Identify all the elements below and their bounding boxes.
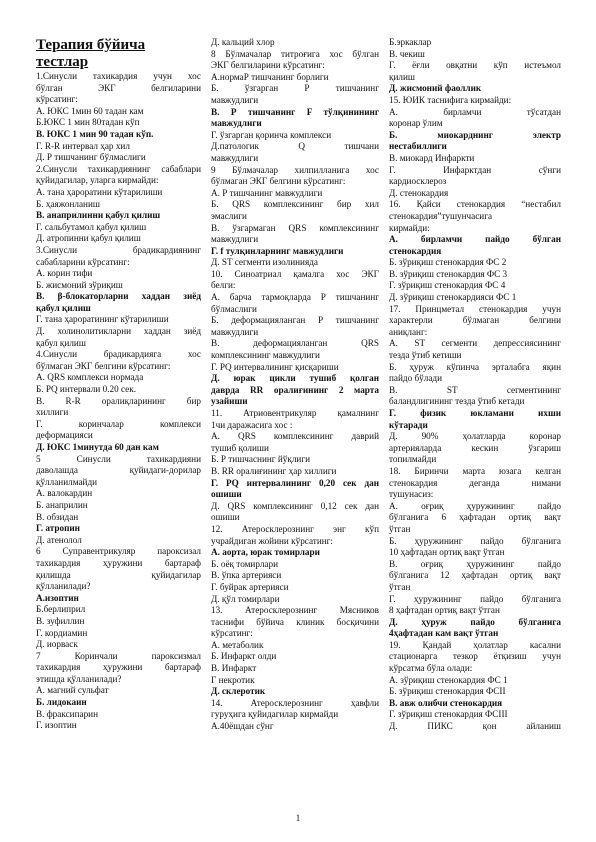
text-line: мавжудлиги	[211, 118, 262, 129]
text-line: Г. зўриқиш стенокардия ФСIII	[389, 709, 508, 720]
text-line: Д. юрак цикли тушиб қолган	[211, 373, 379, 384]
text-line: Г. PQ интервалининг қисқариши	[211, 361, 339, 372]
text-line: кардиосклероз	[389, 176, 447, 187]
text-line: Б. PQ интервали 0.20 сек.	[36, 384, 137, 395]
text-line: В. миокард Инфаркти	[389, 152, 475, 163]
text-line: Б. ҳаяжонланиш	[36, 198, 100, 209]
text-line: Б. Инфаркт олди	[211, 651, 277, 662]
text-line: артерияларда кескин ўзгариш	[389, 442, 561, 453]
text-line: 10 ҳафтадан ортиқ вақт ўтган	[389, 547, 505, 558]
text-line: аниқланг:	[389, 326, 428, 337]
text-line: Б. лидокаин	[36, 697, 87, 708]
text-line: қилиш	[389, 71, 415, 82]
text-line: кўрсатинг:	[36, 94, 78, 105]
text-line: комплексининг мавжудлиги	[211, 350, 320, 361]
text-line: Д. атропинни қабул қилиш	[36, 233, 141, 244]
text-line: этишда қўлланилади?	[36, 673, 122, 684]
text-line: 2.Синусли тахикардиянинг сабаблари	[36, 163, 201, 174]
text-line: Д. ST сегменти изолинияда	[211, 257, 318, 268]
text-line: А. метаболик	[211, 639, 264, 650]
text-line: Д. ПИКС қон айланиш	[389, 721, 561, 732]
text-line: бўлганига 12 ҳафтадан ортиқ вақт	[389, 570, 561, 581]
text-line: 15. ЮИК таснифига кирмайди:	[389, 94, 512, 105]
text-line: 9 Бўлмачалар хилпилланига хос	[211, 164, 379, 175]
text-line: 16. Қайси стенокардия “нестабил	[389, 199, 561, 210]
text-line: В. RR оралиғининг ҳар хиллиги	[211, 465, 337, 476]
text-line: Б. оёқ томирлари	[211, 558, 278, 569]
text-line: А. бирламчи пайдо бўлган	[389, 234, 561, 245]
text-line: бўлмаслиги	[211, 303, 257, 314]
text-line: 13. Атеросклерознинг Мясников	[211, 605, 379, 616]
text-line: А. QRS комплексининг даврий	[211, 431, 379, 442]
text-line: Б. жисмоний зўриқиш	[36, 279, 123, 290]
text-line: В. зўриқиш стенокардия ФС 3	[389, 268, 508, 279]
text-line: тахикардия ҳуружини бартараф	[36, 557, 201, 568]
text-line: В. R-R оралиқларининг бир	[36, 395, 201, 406]
text-line: В. ўзгармаган QRS комплексининг	[211, 222, 379, 233]
text-line: Д. зўриқиш стенокардияси ФС 1	[389, 292, 517, 303]
text-line: кўтаради	[389, 419, 428, 430]
text-line: Д. QRS комплексининг 0,12 сек дан	[211, 500, 379, 511]
text-line: Г. атропин	[36, 523, 80, 534]
text-line: А. магний сульфат	[36, 685, 109, 696]
text-line: кўрсатма бўла олади:	[389, 663, 473, 674]
text-line: хиллиги	[36, 407, 69, 418]
text-line: пайдо бўлади	[389, 373, 442, 384]
text-line: 18. Биринчи марта юзага келган	[389, 465, 561, 476]
text-line: Г. PQ интервалининг 0,20 сек дан	[211, 477, 379, 488]
text-line: Д. холинолитикларни хаддан зиёд	[36, 326, 201, 337]
text-line: даврда RR оралиғининг 2 марта	[211, 384, 379, 395]
text-line: мавжудлиги	[211, 152, 259, 163]
text-line: бўлмаган ЭКГ белгини кўрсатинг:	[36, 360, 171, 371]
text-line: В. Р тишчанинг F тўлқинининг	[211, 106, 379, 117]
text-line: В. оғриқ ҳуружининг пайдо	[389, 558, 561, 569]
text-line: 10. Синоатриал қамалга хос ЭКГ	[211, 268, 379, 279]
text-line: 14. Атеросклерознинг ҳавфли	[211, 697, 379, 708]
column-2	[211, 37, 379, 733]
text-line: стенокардия	[389, 245, 442, 256]
text-line: нестабиллиги	[389, 141, 447, 152]
text-line: мавжудлиги	[211, 94, 259, 105]
text-line: кўрсатинг:	[211, 628, 253, 639]
text-line: қўлланилмайди	[36, 476, 98, 487]
text-line: эмаслиги	[211, 210, 247, 221]
text-line: Г. ҳуружининг пайдо бўлганига	[389, 593, 561, 604]
text-line: Г. тана ҳароратининг кўтарилиши	[36, 314, 169, 325]
text-line: Д. қўл томирлари	[211, 593, 280, 604]
text-line: таснифи бўйича клиник босқичини	[211, 616, 379, 627]
text-line: сабабларини кўрсатинг:	[36, 256, 130, 267]
text-line: 5 Синусли тахикардияни	[36, 453, 201, 464]
text-line: 19. Қандай ҳолатлар касални	[389, 639, 561, 650]
text-line: Г. буйрак артерияси	[211, 581, 289, 592]
text-line: Д.патологик Q тишчани	[211, 141, 379, 152]
text-line: Д. кальций хлор	[211, 37, 275, 47]
text-line: ошиши	[211, 512, 240, 523]
text-line: Г некротик	[211, 674, 255, 685]
text-line: В. анаприлинни қабул қилиш	[36, 210, 161, 221]
text-line: Д. 90% ҳолатларда коронар	[389, 431, 561, 442]
text-line: Б. анаприлин	[36, 499, 88, 510]
text-line: Б.ЮКС 1 мин 80тадан кўп	[36, 117, 140, 128]
text-line: Д. ҳуруж пайдо бўлганига	[389, 616, 561, 627]
text-line: Д. ЮКС 1минутда 60 дан кам	[36, 442, 159, 452]
text-line: ўтган	[389, 581, 411, 592]
text-line: Г. ёғли овқатни кўп истеъмол	[389, 60, 561, 71]
text-line: Г. Инфарктдан сўнги	[389, 164, 561, 175]
text-line: Д. Р тишчанинг бўлмаслиги	[36, 152, 146, 163]
text-line: стенокардия деганда нимани	[389, 477, 561, 488]
text-line: В. β-блокаторларни хаддан зиёд	[36, 291, 201, 302]
document-title-line-1: Терапия бўйича	[36, 37, 146, 53]
text-line: баландлигининг тезда ўтиб кетади	[389, 396, 525, 407]
text-line: В. фраксипарин	[36, 708, 98, 719]
text-line: 4ҳафтадан кам вақт ўтган	[389, 628, 499, 639]
text-line: Б. ҳуруж кўпинча эрталабга яқин	[389, 361, 561, 372]
text-line: Д. иорваск	[36, 639, 78, 650]
text-line: Г. изоптин	[36, 720, 77, 731]
text-line: Г. зўриқиш стенокардия ФС 4	[389, 280, 506, 291]
text-line: кирмайди:	[389, 222, 430, 233]
text-line: А.нормаР тишчанинг борлиги	[211, 71, 329, 82]
text-line: 12. Атеросклерознинг энг кўп	[211, 523, 379, 534]
text-line: қуйидагилар, уларга кирмайди:	[36, 175, 159, 186]
text-line: гуруҳига қуйидагилар кирмайди	[211, 709, 339, 720]
document-title-line-2: тестлар	[36, 54, 89, 70]
text-line: В. ST сегментининг	[389, 384, 561, 395]
text-line: Б. ўзгарган Р тишчанинг	[211, 83, 379, 94]
text-line: 1чи даражасига хос :	[211, 419, 293, 430]
text-line: Д. атенолол	[36, 534, 82, 545]
text-line: В. деформацияланган QRS	[211, 338, 379, 349]
text-line: Б. ҳуружининг пайдо бўлганига	[389, 535, 561, 546]
text-line: 17. Принцметал стенокардия учун	[389, 303, 561, 314]
text-line: 6 Суправентрикуляр пароксизал	[36, 546, 201, 557]
text-line: А. оғриқ ҳуружининг пайдо	[389, 500, 561, 511]
page-number: 1	[295, 813, 301, 823]
text-line: А. корин тифи	[36, 268, 93, 279]
text-line: стенокардия”тушунчасига	[389, 210, 493, 221]
text-line: деформацияси	[36, 430, 93, 441]
text-line: Б.берлиприл	[36, 604, 86, 615]
text-line: бўлмаган ЭКГ белгини кўрсатинг:	[211, 176, 346, 187]
text-line: Д. стенокардия	[389, 187, 449, 198]
text-line: 8 Бўлмачалар титроғига хос бўлган	[211, 48, 379, 59]
text-line: қилишда қуйидагилар	[36, 569, 201, 580]
text-line: қабул қилиш	[36, 337, 86, 348]
text-line: В. чекиш	[389, 48, 425, 59]
text-line: В. зуфиллин	[36, 615, 85, 626]
text-line: даволашда қуйидаги-дорилар	[36, 465, 201, 476]
text-line: тахикардия ҳуружини бартараф	[36, 662, 201, 673]
text-line: мавжудлиги	[211, 234, 259, 245]
text-line: топилмайди	[389, 454, 437, 465]
column-3	[389, 37, 561, 733]
text-line: В. ўпка артерияси	[211, 570, 282, 581]
text-line: ЭКГ белгиларини кўрсатинг:	[211, 60, 325, 71]
text-line: тушиб қолиши	[211, 442, 269, 453]
text-line: Г. сальбутамол қабул қилиш	[36, 221, 147, 232]
text-line: Г. ўзгарган қоринча комплекси	[211, 129, 332, 140]
text-line: тушунасиз:	[389, 489, 434, 500]
text-line: А. бирламчи тўсатдан	[389, 106, 561, 117]
text-line: В. авж олибчи стенокардия	[389, 697, 503, 708]
text-line: А. QRS комплекси нормада	[36, 372, 144, 383]
text-line: А. валокардин	[36, 488, 93, 499]
text-line: коронар ўлим	[389, 118, 443, 129]
text-line: ошиши	[211, 489, 242, 500]
text-line: Д. жисмоний фаоллик	[389, 83, 482, 94]
text-line: А.40ёшдан сўнг	[211, 721, 274, 732]
text-line: А. аорта, юрак томирлари	[211, 547, 320, 558]
text-line: 11. Атриовентрикуляр қамалнинг	[211, 408, 379, 418]
text-line: В. ЮКС 1 мин 90 тадан кўп.	[36, 128, 154, 139]
text-line: 4.Синусли брадикардияга хос	[36, 349, 201, 360]
text-line: мавжудлиги	[211, 326, 259, 337]
text-line: бўлганига 6 ҳафтадан ортиқ вақт	[389, 512, 561, 523]
text-line: 3.Синусли брадикардиянинг	[36, 244, 201, 255]
text-line: Г. кордиамин	[36, 627, 88, 638]
text-line: Б. зўриқиш стенокардия ФС 2	[389, 257, 507, 268]
text-line: Б. QRS комплексининг бир хил	[211, 199, 379, 210]
text-line: 7 Коринчали пароксизмал	[36, 650, 201, 661]
text-line: А. зўриқиш стенокардия ФС 1	[389, 674, 508, 685]
text-line: қўлланилади?	[36, 581, 91, 592]
text-line: 8 ҳафтадан ортиқ вақт ўтган	[389, 605, 500, 616]
text-line: Б. миокарднинг электр	[389, 129, 561, 140]
text-line: А.изоптин	[36, 592, 79, 603]
text-line: қабул қилиш	[36, 302, 91, 313]
text-line: бўлган ЭКГ белгиларини	[36, 82, 201, 93]
text-line: А. барча тармоқларда Р тишчанинг	[211, 292, 379, 303]
text-line: А. ST сегменти депрессиясининг	[389, 338, 561, 349]
text-line: Г. физик юкламани ихши	[389, 408, 561, 418]
text-line: учрайдиган жойини кўрсатинг:	[211, 535, 333, 546]
text-line: Б. Р тишчаснинг йўқлиги	[211, 454, 311, 465]
text-line: характерли бўлмаган белгини	[389, 315, 561, 326]
text-line: узайиши	[211, 396, 248, 407]
text-line: Б.эркаклар	[389, 37, 432, 47]
text-line: А. тана ҳароратини кўтарилиши	[36, 186, 163, 197]
text-line: А. ЮКС 1мин 60 тадан кам	[36, 105, 144, 116]
text-line: Г. коринчалар комплекси	[36, 418, 201, 429]
text-line: тезда ўтиб кетиши	[389, 350, 462, 361]
text-line: 1.Синусли тахикардия учун хос	[36, 71, 201, 81]
column-1	[36, 37, 201, 732]
text-line: Б. деформацияланган Р тишчанинг	[211, 315, 379, 326]
text-line: Г. R-R интервал ҳар хил	[36, 140, 130, 151]
text-line: Г. f тулқинларнинг мавжудлиги	[211, 245, 344, 256]
text-line: В. обзидан	[36, 511, 79, 522]
text-line: В. Инфаркт	[211, 663, 257, 674]
text-line: Б. зўриқиш стенокардия ФСII	[389, 686, 506, 697]
text-line: ўтган	[389, 523, 411, 534]
text-line: белги:	[211, 280, 236, 291]
text-line: А. Р тишчанинг мавжудлиги	[211, 187, 323, 198]
text-line: стационарга тезкор ётқизиш учун	[389, 651, 561, 662]
text-line: Д. склеротик	[211, 686, 266, 697]
